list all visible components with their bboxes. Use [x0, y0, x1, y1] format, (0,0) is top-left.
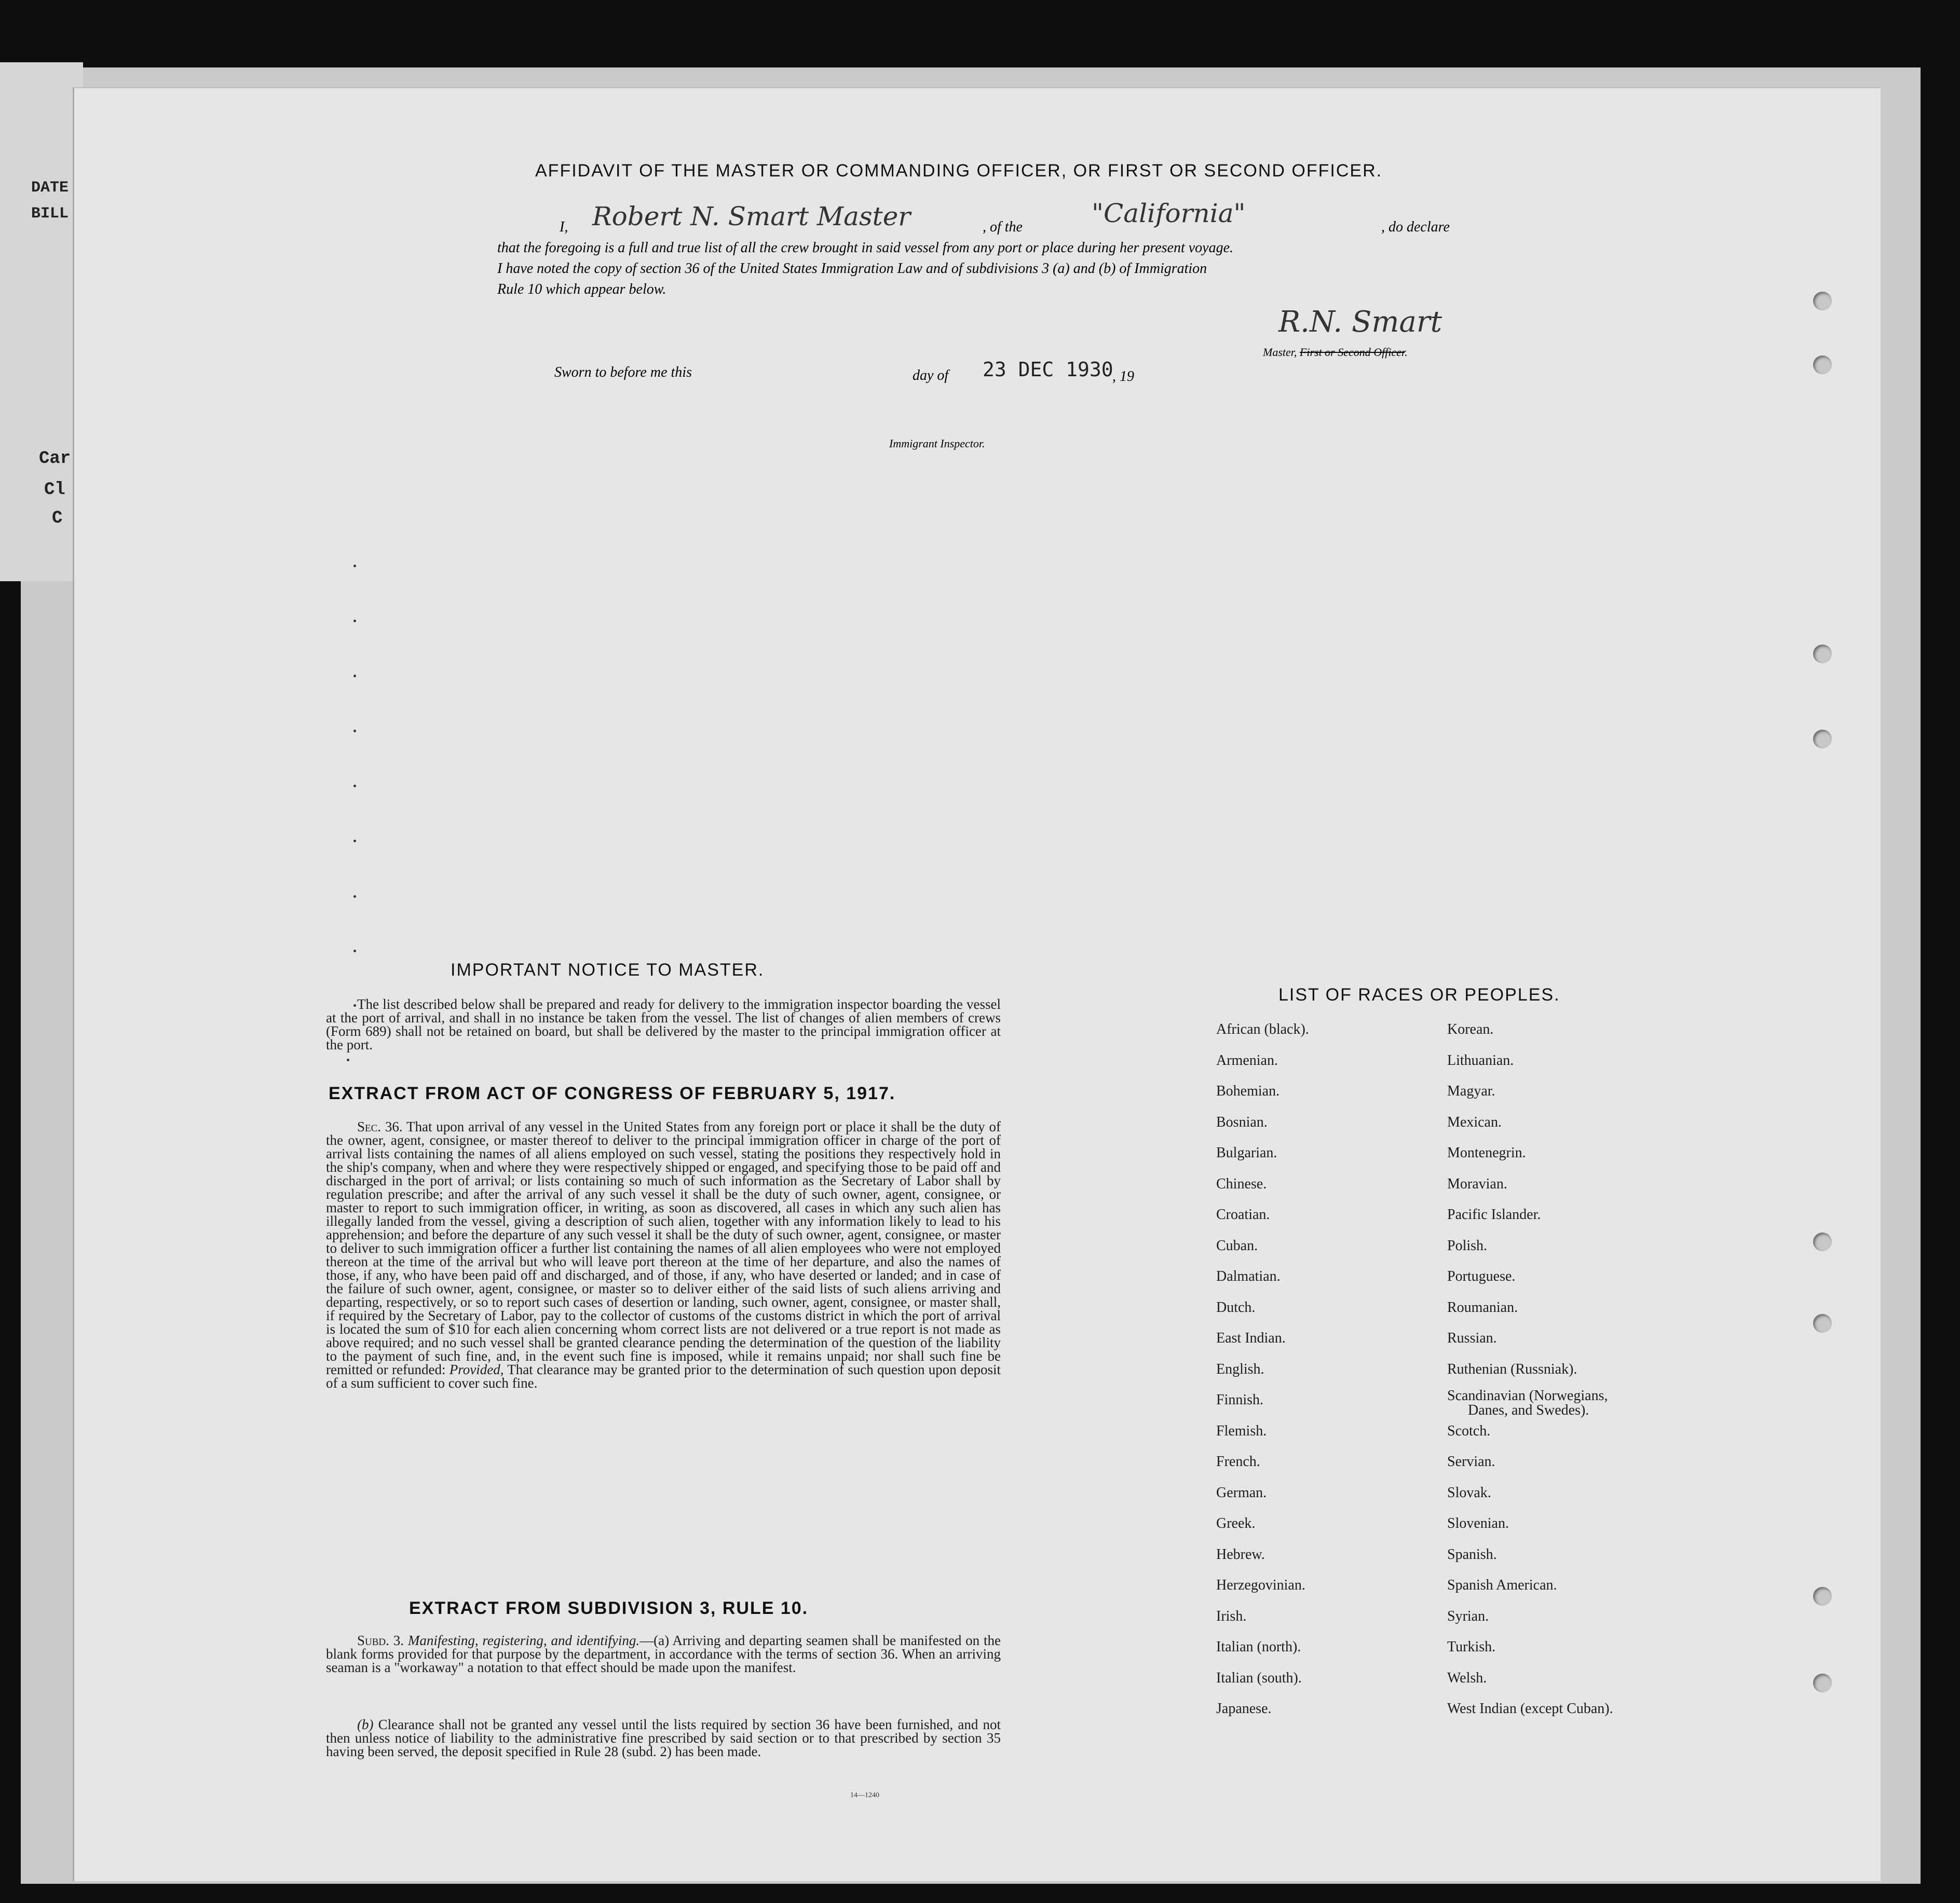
affidavit-prefix: I, [560, 219, 568, 235]
section-36-text: That upon arrival of any vessel in the United States from any foreign port or place it shall be the duty of the owner, agent, consignee, or master thereof to deliver to the principal immigration officer in charge of the port of arrival lists containing the names of all aliens employed on such vessel, stating the positions they respectively hold in the ship's company, when and where they were respectively shipped or engaged, and specifying those to be paid off and discharged in the port of arrival; or lists containing so much of such information as the Secretary of Labor shall by regulation prescribe; and after the arrival of any such vessel it shall be the duty of such owner, agent, consignee, or master to report to such immigration officer, in writing, as soon as discovered, all cases in which any such alien has illegally landed from the vessel, giving a description of such alien, together with any information likely to lead to his apprehension; and before the departure of any such vessel it shall be the duty of such owner, agent, consignee, or master to deliver to such immigration officer a further list containing the names of all alien employees who were not employed thereon at the time of the arrival but who will leave port thereon at the time of her departure, and also the names of those, if any, who have been paid off and discharged, and of those, if any, who have deserted or landed; and in case of the failure of such owner, agent, consignee, or master so to deliver either of the said lists of such aliens arriving and departing, respectively, or so to report such cases of desertion or landing, such owner, agent, consignee, or master shall, if required by the Secretary of Labor, pay to the collector of customs of the customs district in which the port of arrival is located the sum of $10 for each alien concerning whom correct lists are not delivered or a true report is not made as above required; and no such vessel shall be granted clearance pending the determination of the question of the liability to the payment of such fine, and, in the event such fine is imposed, while it remains unpaid; nor shall such fine be remitted or refunded: [326, 1119, 1001, 1377]
race-item: Korean. [1447, 1021, 1494, 1037]
race-item: Polish. [1447, 1237, 1488, 1254]
race-item: Turkish. [1447, 1639, 1496, 1655]
strip-label: BILL [31, 205, 69, 223]
strip-label: C [52, 509, 63, 528]
date-stamp: 23 DEC 1930 [983, 358, 1113, 381]
punch-hole [1813, 1674, 1832, 1692]
caption-end: . [1405, 346, 1408, 359]
punch-hole [1813, 292, 1832, 310]
race-item: Dutch. [1216, 1299, 1256, 1316]
race-item: Croatian. [1216, 1207, 1270, 1223]
race-item: Spanish. [1447, 1546, 1497, 1563]
left-edge-strip [0, 62, 83, 581]
sworn-text: Sworn to before me this [554, 364, 692, 380]
race-item: Moravian. [1447, 1175, 1507, 1192]
margin-dot [353, 950, 356, 952]
strip-label: Car [39, 449, 71, 469]
race-item: Chinese. [1216, 1175, 1267, 1192]
race-item: Welsh. [1447, 1669, 1487, 1686]
punch-hole [1813, 1587, 1832, 1606]
race-item: Montenegrin. [1447, 1145, 1526, 1161]
race-item: Spanish American. [1447, 1577, 1557, 1593]
race-item: Dalmatian. [1216, 1268, 1281, 1284]
section-label: Sec. 36. [357, 1119, 403, 1134]
races-column-2 [1447, 1021, 1613, 1732]
extract-act-title: EXTRACT FROM ACT OF CONGRESS OF FEBRUARY 5, 1917. [329, 1084, 896, 1103]
race-item: Slovenian. [1447, 1515, 1509, 1531]
provided-label: Provided, [449, 1362, 504, 1377]
inspector-caption: Immigrant Inspector. [889, 437, 985, 450]
margin-dot [353, 895, 356, 898]
of-the-text: , of the [983, 219, 1023, 235]
extract-rule-title: EXTRACT FROM SUBDIVISION 3, RULE 10. [409, 1598, 809, 1618]
punch-hole [1813, 355, 1832, 374]
punch-hole [1813, 1314, 1832, 1333]
race-item: Portuguese. [1447, 1268, 1516, 1284]
margin-dot [353, 840, 356, 842]
section-36-text-end: That clearance may be granted prior to the determination of such question upon deposit of a sum sufficient to cover such fine. [326, 1362, 1001, 1391]
paragraph-b: Clearance shall not be granted any vessel until the lists required by section 36 have been furnished, and not then unless notice of liability to the administrative fine prescribed by said section or to that prescribed by section 35 having been served, the deposit specified in Rule 28 (subd. 2) has been made. [326, 1717, 1001, 1759]
race-item: Magyar. [1447, 1083, 1495, 1099]
race-item: East Indian. [1216, 1330, 1286, 1346]
margin-dot [353, 785, 356, 787]
caption-struck: First or Second Officer [1299, 346, 1405, 359]
race-item: Ruthenian (Russniak). [1447, 1361, 1577, 1377]
race-item: Japanese. [1216, 1701, 1272, 1717]
race-item: Pacific Islander. [1447, 1207, 1541, 1223]
race-item: English. [1216, 1361, 1264, 1377]
race-item: Herzegovinian. [1216, 1577, 1305, 1593]
race-item: Irish. [1216, 1608, 1247, 1624]
strip-label: Cl [44, 480, 65, 500]
race-item: Italian (south). [1216, 1669, 1302, 1686]
races-column-1 [1216, 1021, 1309, 1732]
master-signature: R.N. Smart [1278, 305, 1442, 339]
extract-act-text [326, 1120, 1001, 1390]
affidavit-title: AFFIDAVIT OF THE MASTER OR COMMANDING OFFICER, OR FIRST OR SECOND OFFICER. [535, 161, 1383, 181]
race-item: Greek. [1216, 1515, 1256, 1531]
caption-master: Master, [1263, 346, 1297, 359]
subd-heading: Manifesting, registering, and identifying. [407, 1633, 640, 1648]
signature-caption [1263, 346, 1408, 359]
extract-rule-text-b [326, 1718, 1001, 1758]
punch-hole [1813, 1233, 1832, 1251]
extract-rule-text-a [326, 1634, 1001, 1674]
margin-dot [347, 1059, 349, 1061]
margin-dot [353, 565, 356, 567]
punch-hole [1813, 645, 1832, 663]
race-item: Armenian. [1216, 1052, 1278, 1069]
race-item: Bulgarian. [1216, 1145, 1277, 1161]
race-item: Cuban. [1216, 1237, 1258, 1254]
margin-dot [353, 675, 356, 677]
race-item: Mexican. [1447, 1114, 1502, 1130]
race-item-scandinavian: Scandinavian (Norwegians, [1447, 1388, 1608, 1404]
race-item: Finnish. [1216, 1392, 1264, 1408]
race-item [1447, 1388, 1613, 1423]
race-item: Hebrew. [1216, 1546, 1265, 1563]
race-item: Lithuanian. [1447, 1052, 1514, 1069]
race-item: African (black). [1216, 1021, 1309, 1037]
race-item: Slovak. [1447, 1484, 1491, 1501]
affidavit-line-3: I have noted the copy of section 36 of the United States Immigration Law and of subdivisions 3 (a) and (b) of Immigration [497, 261, 1207, 277]
paragraph-b-label: (b) [357, 1717, 374, 1732]
race-item: Scotch. [1447, 1422, 1491, 1439]
margin-dot [353, 620, 356, 622]
race-item-scandinavian-cont: Danes, and Swedes). [1468, 1402, 1589, 1418]
race-item: German. [1216, 1484, 1267, 1501]
race-item: Bosnian. [1216, 1114, 1268, 1130]
form-page [73, 87, 1881, 1881]
notice-title: IMPORTANT NOTICE TO MASTER. [451, 960, 765, 980]
paragraph-a: —(a) Arriving and departing seamen shall be manifested on the blank forms provided for that purpose by the department, in accordance with the terms of section 36. When an arriving seaman is a "workaway" a notation to that effect should be made upon the manifest. [326, 1633, 1001, 1675]
race-item: French. [1216, 1454, 1260, 1470]
race-item: West Indian (except Cuban). [1447, 1701, 1613, 1717]
day-of-text: day of [913, 367, 949, 384]
race-item: Syrian. [1447, 1608, 1489, 1624]
races-title: LIST OF RACES OR PEOPLES. [1278, 985, 1560, 1005]
subd-label: Subd. 3. [357, 1633, 404, 1648]
master-name-handwritten: Robert N. Smart Master [592, 201, 911, 231]
notice-text: The list described below shall be prepared and ready for delivery to the immigration inspector boarding the vessel at the port of arrival, and shall in no instance be taken from the vessel. The list of changes of alien members of crews (Form 689) shall not be retained on board, but shall be delivered by the master to the principal immigration officer at the port. [326, 996, 1001, 1052]
vessel-name-handwritten: "California" [1092, 198, 1246, 228]
race-item: Flemish. [1216, 1422, 1267, 1439]
form-number: 14—1240 [850, 1791, 879, 1799]
punch-hole [1813, 730, 1832, 748]
race-item: Bohemian. [1216, 1083, 1280, 1099]
affidavit-line-4: Rule 10 which appear below. [497, 281, 666, 297]
race-item: Russian. [1447, 1330, 1497, 1346]
race-item: Servian. [1447, 1454, 1495, 1470]
affidavit-line-2: that the foregoing is a full and true list of all the crew brought in said vessel from any port or place during her present voyage. [497, 240, 1234, 256]
race-item: Roumanian. [1447, 1299, 1518, 1316]
margin-dot [353, 730, 356, 732]
strip-label: DATE [31, 179, 69, 197]
race-item: Italian (north). [1216, 1639, 1301, 1655]
year-text: , 19 [1112, 368, 1134, 385]
do-declare-text: , do declare [1381, 219, 1450, 235]
